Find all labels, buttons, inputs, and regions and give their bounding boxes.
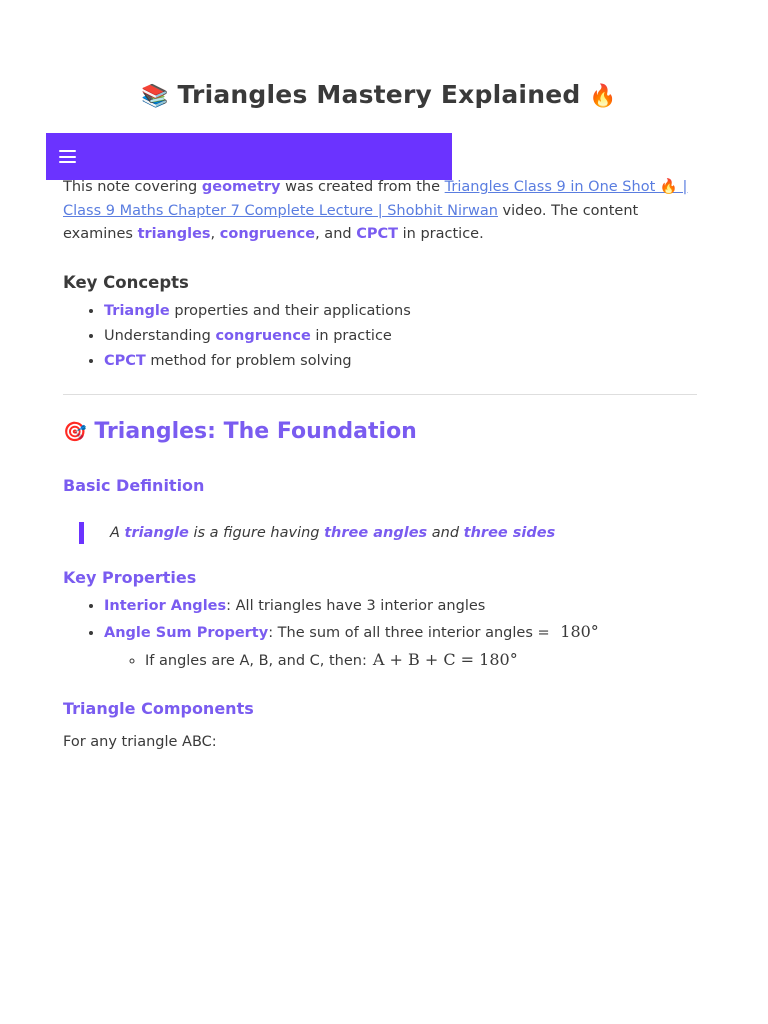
books-icon: 📚: [141, 84, 169, 109]
intro-text: was created from the: [280, 179, 445, 195]
list-item: [104, 300, 697, 324]
fire-icon: 🔥: [589, 84, 617, 109]
page-title-text: Triangles Mastery Explained: [177, 80, 581, 109]
quote-text: is a figure having: [188, 524, 325, 541]
quote-keyword: three sides: [463, 524, 556, 541]
intro-text: in practice.: [398, 226, 484, 242]
basic-definition-heading: Basic Definition: [63, 476, 205, 495]
page-title: [0, 80, 758, 109]
concept-text: in practice: [310, 328, 392, 344]
intro-text: This note covering: [63, 179, 202, 195]
property-text: If angles are A, B, and C, then:: [145, 652, 367, 669]
property-text: : The sum of all three interior angles =: [268, 625, 555, 641]
quote-text: A: [110, 524, 125, 541]
source-video-link[interactable]: Triangles Class 9 in One Shot 🔥 | Class 9 Maths Chapter 7 Complete Lecture | Shobhit Nirwan: [63, 179, 688, 219]
property-text: : All triangles have 3 interior angles: [226, 598, 486, 614]
list-item: [104, 620, 697, 673]
quote-keyword: triangle: [124, 524, 189, 541]
definition-quote: [79, 522, 697, 544]
intro-text: ,: [210, 226, 220, 242]
key-concepts-list: [63, 300, 697, 374]
concept-text: Understanding: [104, 328, 216, 344]
quote-keyword: three angles: [324, 524, 428, 541]
math-expression: A + B + C = 180°: [372, 649, 518, 669]
triangle-components-heading: Triangle Components: [63, 699, 254, 718]
quote-text: and: [427, 524, 464, 541]
sub-list: [104, 648, 697, 674]
keyword-triangles: triangles: [137, 226, 211, 242]
property-keyword: Angle Sum Property: [104, 625, 269, 641]
concept-text: method for problem solving: [145, 353, 352, 369]
key-properties-heading: Key Properties: [63, 567, 197, 587]
keyword-cpct: CPCT: [356, 226, 399, 242]
concept-keyword: Triangle: [104, 303, 170, 319]
section-heading-text: Triangles: The Foundation: [94, 418, 417, 444]
key-concepts-heading: Key Concepts: [63, 272, 189, 292]
list-item: [104, 350, 697, 374]
section-divider: [63, 394, 697, 395]
section-heading: [63, 420, 697, 445]
hamburger-menu-icon[interactable]: [59, 150, 76, 163]
keyword-geometry: geometry: [201, 179, 281, 195]
math-expression: 180°: [560, 622, 599, 641]
concept-text: properties and their applications: [169, 303, 411, 319]
intro-paragraph: [63, 176, 697, 247]
property-keyword: Interior Angles: [104, 598, 227, 614]
components-text: For any triangle ABC:: [63, 733, 217, 750]
list-item: [104, 325, 697, 349]
intro-text: video. The content examines: [63, 202, 639, 242]
list-item: [104, 595, 697, 619]
concept-keyword: CPCT: [104, 353, 146, 369]
target-icon: 🎯: [63, 420, 87, 443]
note-content: [63, 176, 697, 772]
keyword-congruence: congruence: [219, 226, 316, 242]
intro-text: , and: [315, 226, 357, 242]
key-properties-list: [63, 595, 697, 673]
navbar: [46, 133, 452, 180]
list-item: [145, 648, 697, 674]
concept-keyword: congruence: [215, 328, 311, 344]
